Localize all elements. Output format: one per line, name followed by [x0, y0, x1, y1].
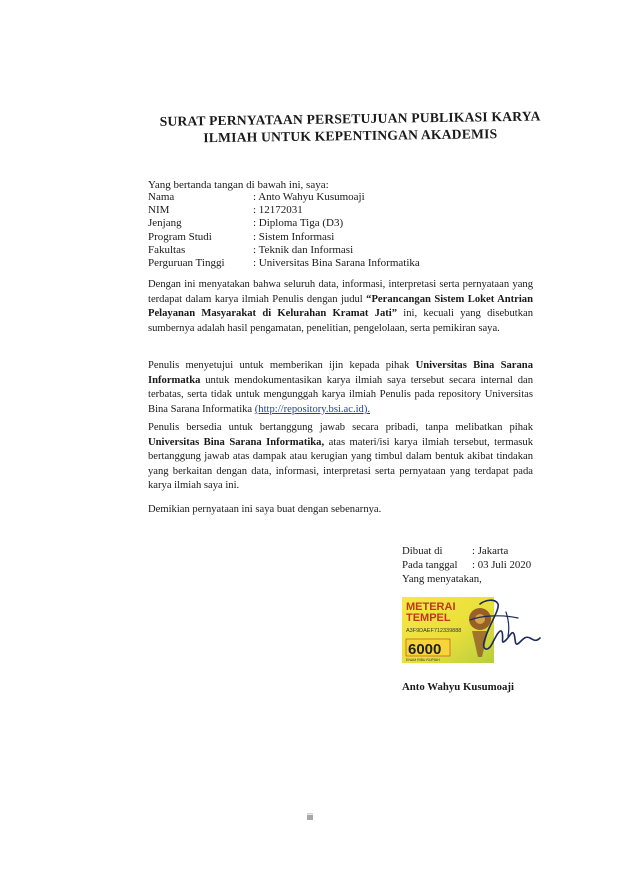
- identity-value: : Anto Wahyu Kusumoaji: [253, 191, 365, 203]
- date-value: : 03 Juli 2020: [472, 559, 532, 571]
- identity-value: : Universitas Bina Sarana Informatika: [253, 257, 420, 270]
- stamp-amount: 6000: [408, 641, 442, 658]
- identity-label: Perguruan Tinggi: [148, 257, 225, 270]
- place-row: [402, 544, 531, 558]
- identity-value: : Diploma Tiga (D3): [253, 217, 344, 230]
- stamp-sub: ENAM RIBU RUPIAH: [406, 658, 440, 662]
- date-label: Pada tanggal: [402, 559, 458, 571]
- identity-value: : 12172031: [253, 204, 303, 217]
- signer-name: Anto Wahyu Kusumoaji: [402, 681, 515, 693]
- statement-paragraph-1: [148, 278, 533, 336]
- closing-statement: Demikian pernyataan ini saya buat dengan sebenarnya.: [148, 504, 382, 515]
- intro-text: Yang bertanda tangan di bawah ini, saya:: [148, 179, 329, 191]
- handwritten-signature: [440, 592, 545, 662]
- identity-label: NIM: [148, 204, 170, 217]
- stamp-line-2: TEMPEL: [406, 612, 451, 624]
- identity-row: [148, 231, 420, 244]
- paragraph-text: Penulis menyetujui untuk memberikan ijin kepada pihak: [148, 360, 416, 371]
- university-name: Universitas Bina Sarana Informatika,: [148, 436, 325, 448]
- identity-row: [148, 257, 420, 270]
- identity-label: Nama: [148, 191, 175, 203]
- signature-block: [402, 544, 531, 586]
- date-row: [402, 558, 531, 572]
- identity-value: : Teknik dan Informasi: [253, 243, 354, 256]
- place-label: Dibuat di: [402, 545, 443, 557]
- identity-label: Jenjang: [148, 217, 182, 230]
- statement-paragraph-3: [148, 421, 533, 494]
- statement-label: Yang menyatakan,: [402, 573, 482, 585]
- paragraph-text: atas materi/isi karya ilmiah tersebut, termasuk bertanggung jawab atas dampak atau kerugian yang timbul dalam bentuk akibat tindakan yang berkaitan dengan data, informasi, interpretasi serta pernyataan yang terdapat pada karya ilmiah saya ini.: [148, 436, 533, 492]
- identity-row: [148, 217, 420, 230]
- university-name: Universitas Bina Sarana Informatka: [148, 360, 533, 386]
- paragraph-text: untuk mendokumentasikan karya ilmiah saya tersebut secara internal dan terbatas, serta tidak untuk mengunggah karya ilmiah Penulis pada repository Universitas Bina Sarana Informatika: [148, 374, 533, 415]
- identity-value: : Sistem Informasi: [253, 230, 335, 243]
- statement-paragraph-2: [148, 359, 533, 417]
- paragraph-text: ini, kecuali yang disebutkan sumbernya adalah hasil pengamatan, penelitian, pengelolaan, serta pemikiran saya.: [148, 308, 533, 334]
- identity-row: [148, 244, 420, 257]
- identity-table: [148, 191, 420, 270]
- identity-row: [148, 204, 420, 217]
- identity-label: Fakultas: [148, 243, 186, 256]
- document-title: [150, 107, 550, 147]
- identity-row: [148, 191, 420, 204]
- thesis-title: “Perancangan Sistem Loket Antrian Pelayanan Masyarakat di Kelurahan Kramat Jati”: [148, 293, 533, 320]
- page-number: iii: [307, 812, 313, 822]
- stamp-serial: A3F9DAEF712339888: [406, 628, 462, 634]
- stamp-line-1: METERAI: [406, 601, 456, 613]
- place-value: : Jakarta: [472, 545, 509, 557]
- title-line-2: ILMIAH UNTUK KEPENTINGAN AKADEMIS: [203, 126, 498, 146]
- title-line-1: SURAT PERNYATAAN PERSETUJUAN PUBLIKASI KARYA: [159, 108, 541, 129]
- paragraph-text: Penulis bersedia untuk bertanggung jawab secara pribadi, tanpa melibatkan pihak: [148, 422, 533, 433]
- repository-link[interactable]: (http://repository.bsi.ac.id).: [254, 403, 371, 415]
- identity-label: Program Studi: [148, 230, 212, 243]
- paragraph-text: Dengan ini menyatakan bahwa seluruh data, informasi, interpretasi serta pernyataan yang terdapat dalam karya ilmiah Penulis dengan judul: [148, 279, 533, 305]
